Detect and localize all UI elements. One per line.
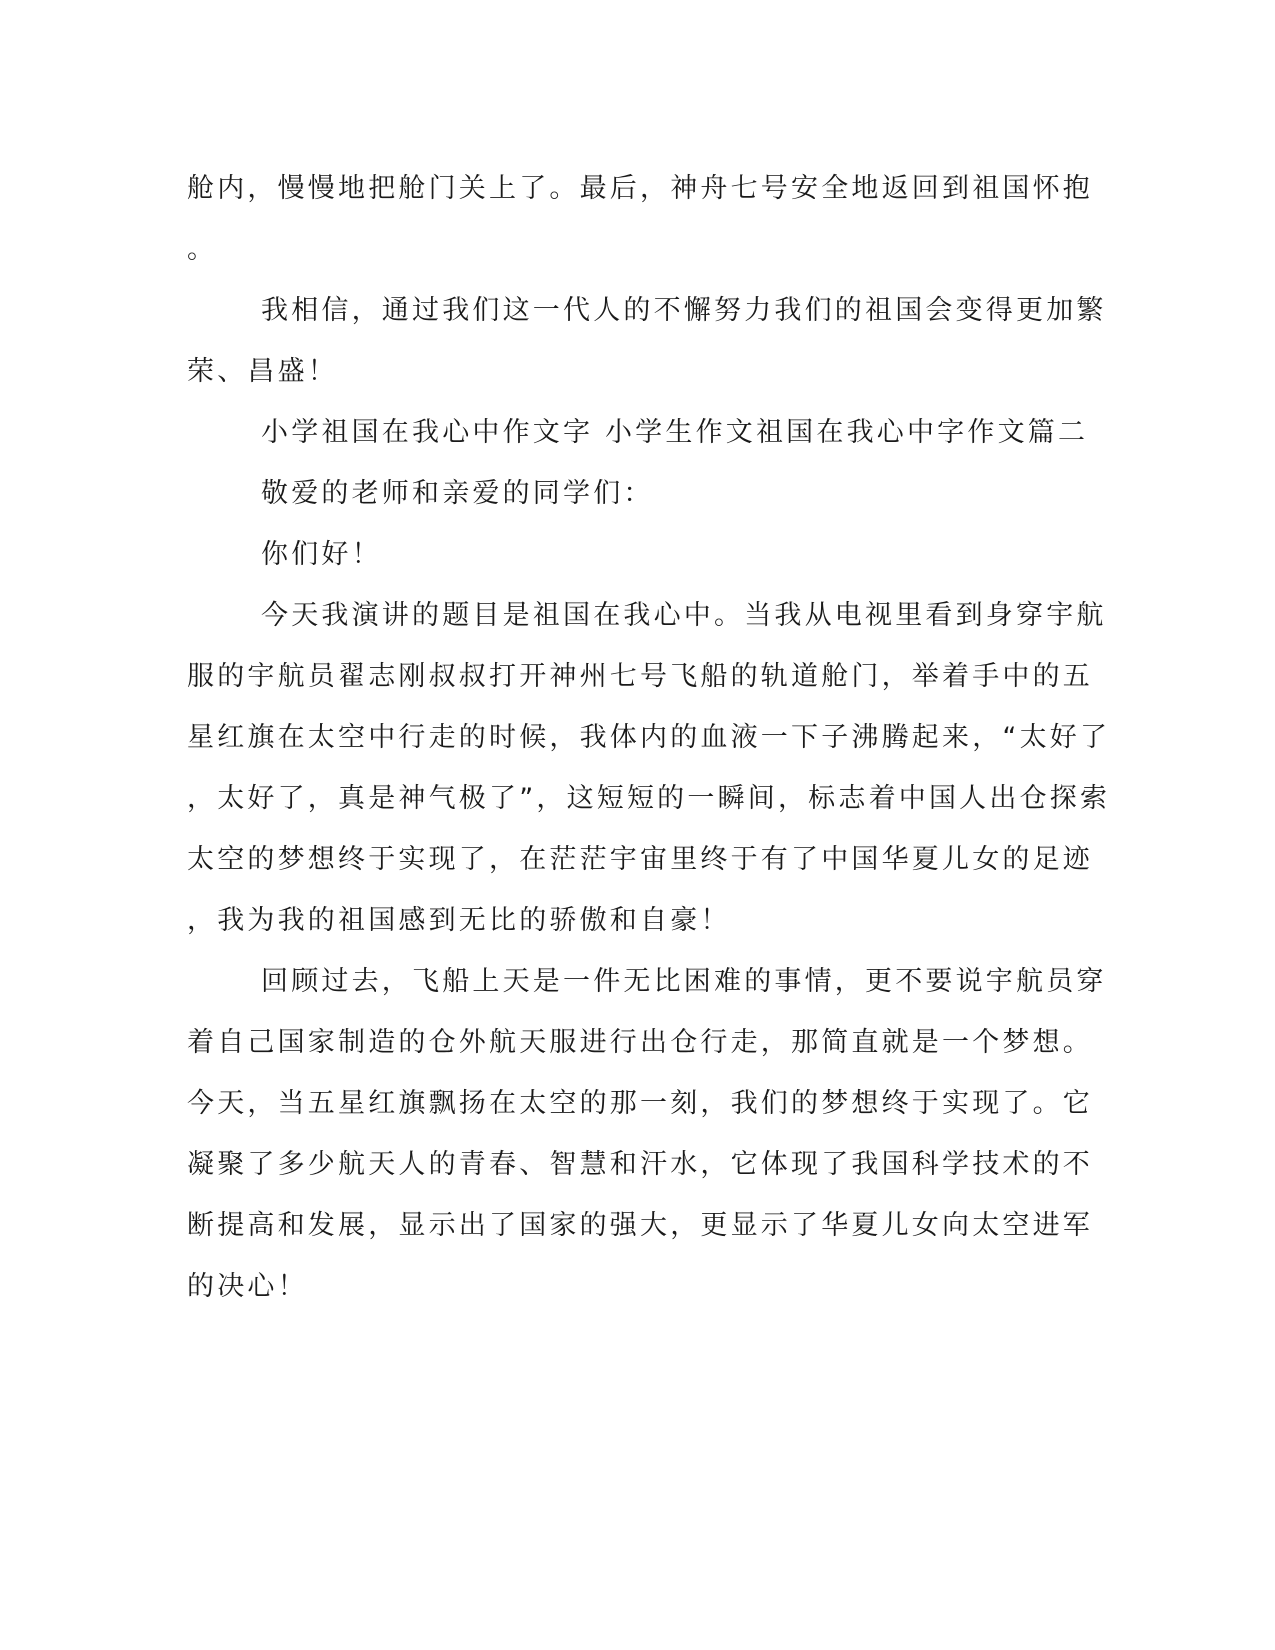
text-line: 荣、昌盛！ <box>187 356 338 387</box>
text-line: 的决心！ <box>187 1271 308 1302</box>
text-line: 我相信，通过我们这一代人的不懈努力我们的祖国会变得更加繁 <box>261 295 1107 326</box>
text-line: 断提高和发展，显示出了国家的强大，更显示了华夏儿女向太空进军 <box>187 1210 1093 1241</box>
text-line: 今天我演讲的题目是祖国在我心中。当我从电视里看到身穿宇航 <box>261 600 1107 631</box>
text-line: 太空的梦想终于实现了，在茫茫宇宙里终于有了中国华夏儿女的足迹 <box>187 844 1093 875</box>
text-line: 回顾过去，飞船上天是一件无比困难的事情，更不要说宇航员穿 <box>261 966 1107 997</box>
text-line: 。 <box>187 234 218 265</box>
text-line: ，太好了，真是神气极了”，这短短的一瞬间，标志着中国人出仓探索 <box>187 783 1111 814</box>
text-line: 凝聚了多少航天人的青春、智慧和汗水，它体现了我国科学技术的不 <box>187 1149 1093 1180</box>
text-line: 星红旗在太空中行走的时候，我体内的血液一下子沸腾起来，“太好了 <box>187 722 1111 753</box>
document-body <box>187 158 1111 1317</box>
salutation: 敬爱的老师和亲爱的同学们： <box>261 478 654 509</box>
text-line: 服的宇航员翟志刚叔叔打开神州七号飞船的轨道舱门，举着手中的五 <box>187 661 1093 692</box>
text-line: 着自己国家制造的仓外航天服进行出仓行走，那简直就是一个梦想。 <box>187 1027 1093 1058</box>
text-line: 今天，当五星红旗飘扬在太空的那一刻，我们的梦想终于实现了。它 <box>187 1088 1093 1119</box>
text-line: 舱内，慢慢地把舱门关上了。最后，神舟七号安全地返回到祖国怀抱 <box>187 173 1093 204</box>
greeting: 你们好！ <box>261 539 382 570</box>
section-heading: 小学祖国在我心中作文字 小学生作文祖国在我心中字作文篇二 <box>261 417 1089 448</box>
text-line: ，我为我的祖国感到无比的骄傲和自豪！ <box>187 905 731 936</box>
